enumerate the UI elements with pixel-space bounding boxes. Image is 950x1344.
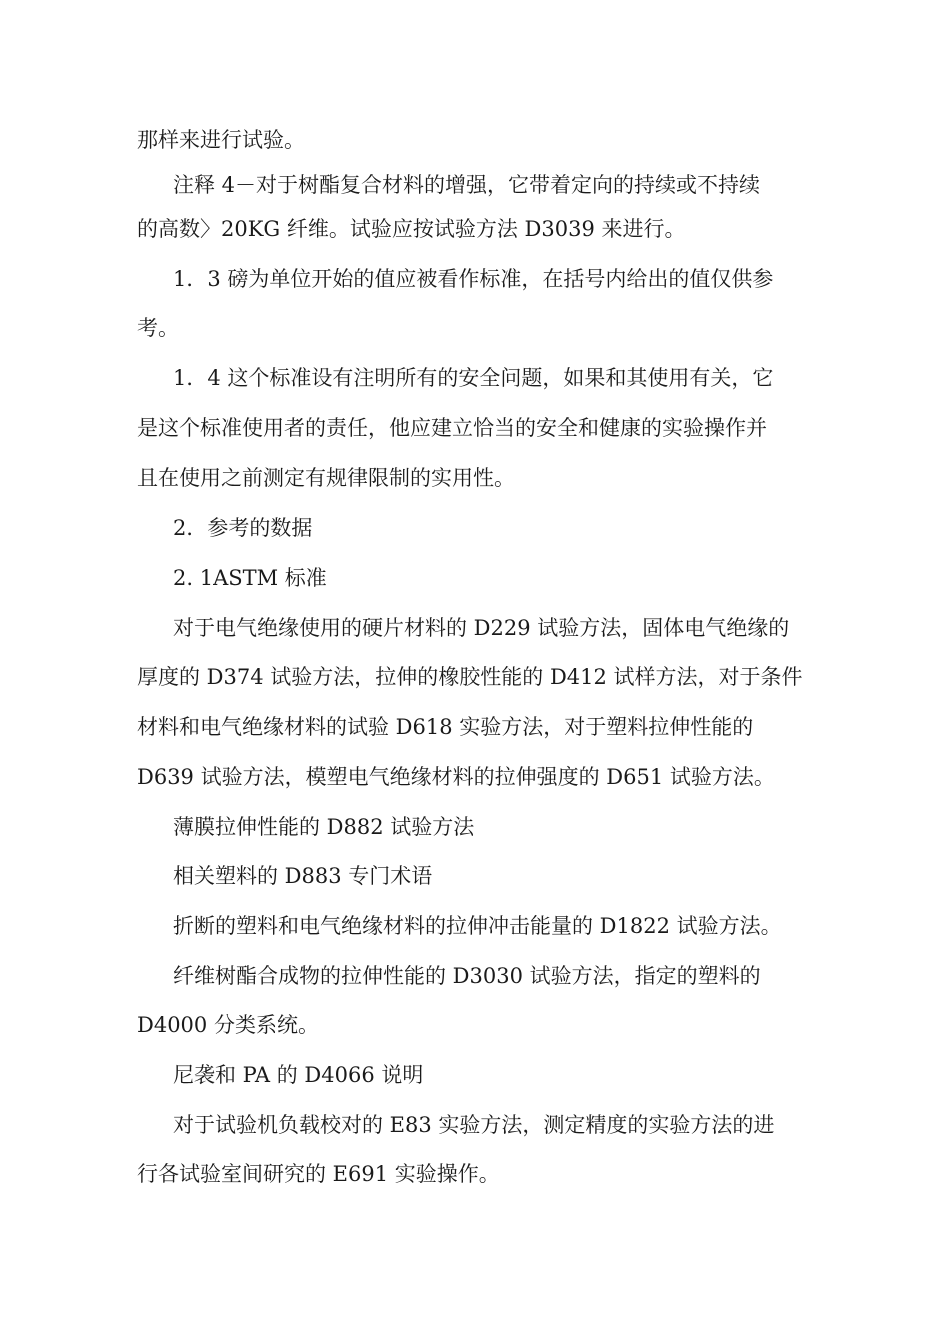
text-line: 对于试验机负载校对的 E83 实验方法，测定精度的实验方法的进 <box>173 1113 775 1137</box>
text-line: 相关塑料的 D883 专门术语 <box>173 864 433 888</box>
text-line: 1．3 磅为单位开始的值应被看作标准，在括号内给出的值仅供参 <box>173 267 774 291</box>
text-line: 折断的塑料和电气绝缘材料的拉伸冲击能量的 D1822 试验方法。 <box>173 914 782 938</box>
text-line: 行各试验室间研究的 E691 实验操作。 <box>137 1162 500 1186</box>
text-line: 尼袭和 PA 的 D4066 说明 <box>173 1063 424 1087</box>
text-line: 薄膜拉伸性能的 D882 试验方法 <box>173 815 475 839</box>
text-line: D639 试验方法，模塑电气绝缘材料的拉伸强度的 D651 试验方法。 <box>137 765 775 789</box>
text-line: 是这个标准使用者的责任，他应建立恰当的安全和健康的实验操作并 <box>137 416 767 440</box>
text-line: 材料和电气绝缘材料的试验 D618 实验方法，对于塑料拉伸性能的 <box>137 715 754 739</box>
text-line: 考。 <box>137 316 179 340</box>
text-line: 注释 4－对于树酯复合材料的增强，它带着定向的持续或不持续 <box>173 173 761 197</box>
subsection-heading: 2. 1ASTM 标准 <box>173 566 327 590</box>
text-line: 且在使用之前测定有规律限制的实用性。 <box>137 466 515 490</box>
text-line: D4000 分类系统。 <box>137 1013 319 1037</box>
text-line: 厚度的 D374 试验方法，拉伸的橡胶性能的 D412 试样方法，对于条件 <box>137 665 803 689</box>
text-line: 1．4 这个标准设有注明所有的安全问题，如果和其使用有关，它 <box>173 366 774 390</box>
text-line: 那样来进行试验。 <box>137 128 305 152</box>
text-line: 对于电气绝缘使用的硬片材料的 D229 试验方法，固体电气绝缘的 <box>173 616 790 640</box>
text-line: 纤维树酯合成物的拉伸性能的 D3030 试验方法，指定的塑料的 <box>173 964 761 988</box>
text-line: 的高数〉20KG 纤维。试验应按试验方法 D3039 来进行。 <box>137 217 686 241</box>
section-heading: 2．参考的数据 <box>173 516 313 540</box>
